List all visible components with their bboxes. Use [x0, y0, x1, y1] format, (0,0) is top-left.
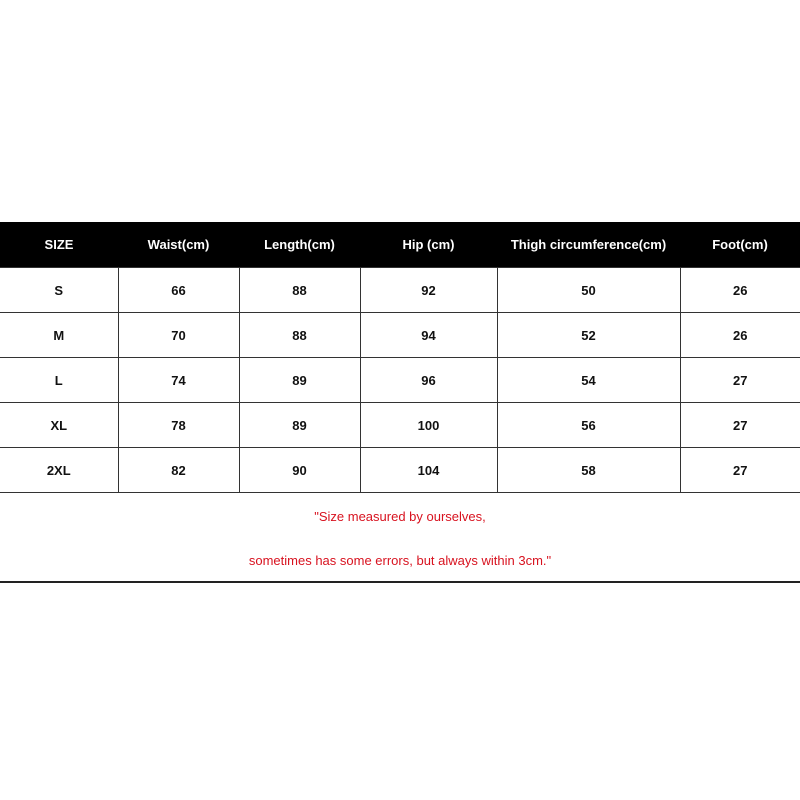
header-waist: Waist(cm) [118, 222, 239, 268]
note-line-2: sometimes has some errors, but always within 3cm." [248, 553, 552, 568]
cell-length: 88 [239, 313, 360, 358]
size-chart [0, 222, 800, 583]
table-row [0, 358, 800, 403]
cell-waist: 70 [118, 313, 239, 358]
cell-hip: 94 [360, 313, 497, 358]
size-table [0, 222, 800, 493]
cell-thigh: 56 [497, 403, 680, 448]
header-length: Length(cm) [239, 222, 360, 268]
cell-hip: 92 [360, 268, 497, 313]
cell-size: S [0, 268, 118, 313]
cell-size: 2XL [0, 448, 118, 493]
cell-foot: 27 [680, 358, 800, 403]
cell-hip: 96 [360, 358, 497, 403]
header-thigh: Thigh circumference(cm) [497, 222, 680, 268]
cell-size: L [0, 358, 118, 403]
cell-hip: 100 [360, 403, 497, 448]
cell-waist: 78 [118, 403, 239, 448]
table-row [0, 448, 800, 493]
cell-waist: 66 [118, 268, 239, 313]
cell-foot: 27 [680, 403, 800, 448]
cell-thigh: 58 [497, 448, 680, 493]
table-row [0, 268, 800, 313]
measurement-note [0, 493, 800, 583]
cell-length: 90 [239, 448, 360, 493]
cell-size: XL [0, 403, 118, 448]
cell-length: 89 [239, 403, 360, 448]
cell-hip: 104 [360, 448, 497, 493]
cell-size: M [0, 313, 118, 358]
header-hip: Hip (cm) [360, 222, 497, 268]
cell-thigh: 52 [497, 313, 680, 358]
cell-length: 88 [239, 268, 360, 313]
header-size: SIZE [0, 222, 118, 268]
cell-waist: 74 [118, 358, 239, 403]
header-foot: Foot(cm) [680, 222, 800, 268]
cell-thigh: 54 [497, 358, 680, 403]
header-row [0, 222, 800, 268]
cell-foot: 26 [680, 313, 800, 358]
cell-thigh: 50 [497, 268, 680, 313]
cell-foot: 27 [680, 448, 800, 493]
table-row [0, 403, 800, 448]
cell-waist: 82 [118, 448, 239, 493]
cell-foot: 26 [680, 268, 800, 313]
note-line-1: "Size measured by ourselves, [314, 509, 486, 524]
cell-length: 89 [239, 358, 360, 403]
table-row [0, 313, 800, 358]
